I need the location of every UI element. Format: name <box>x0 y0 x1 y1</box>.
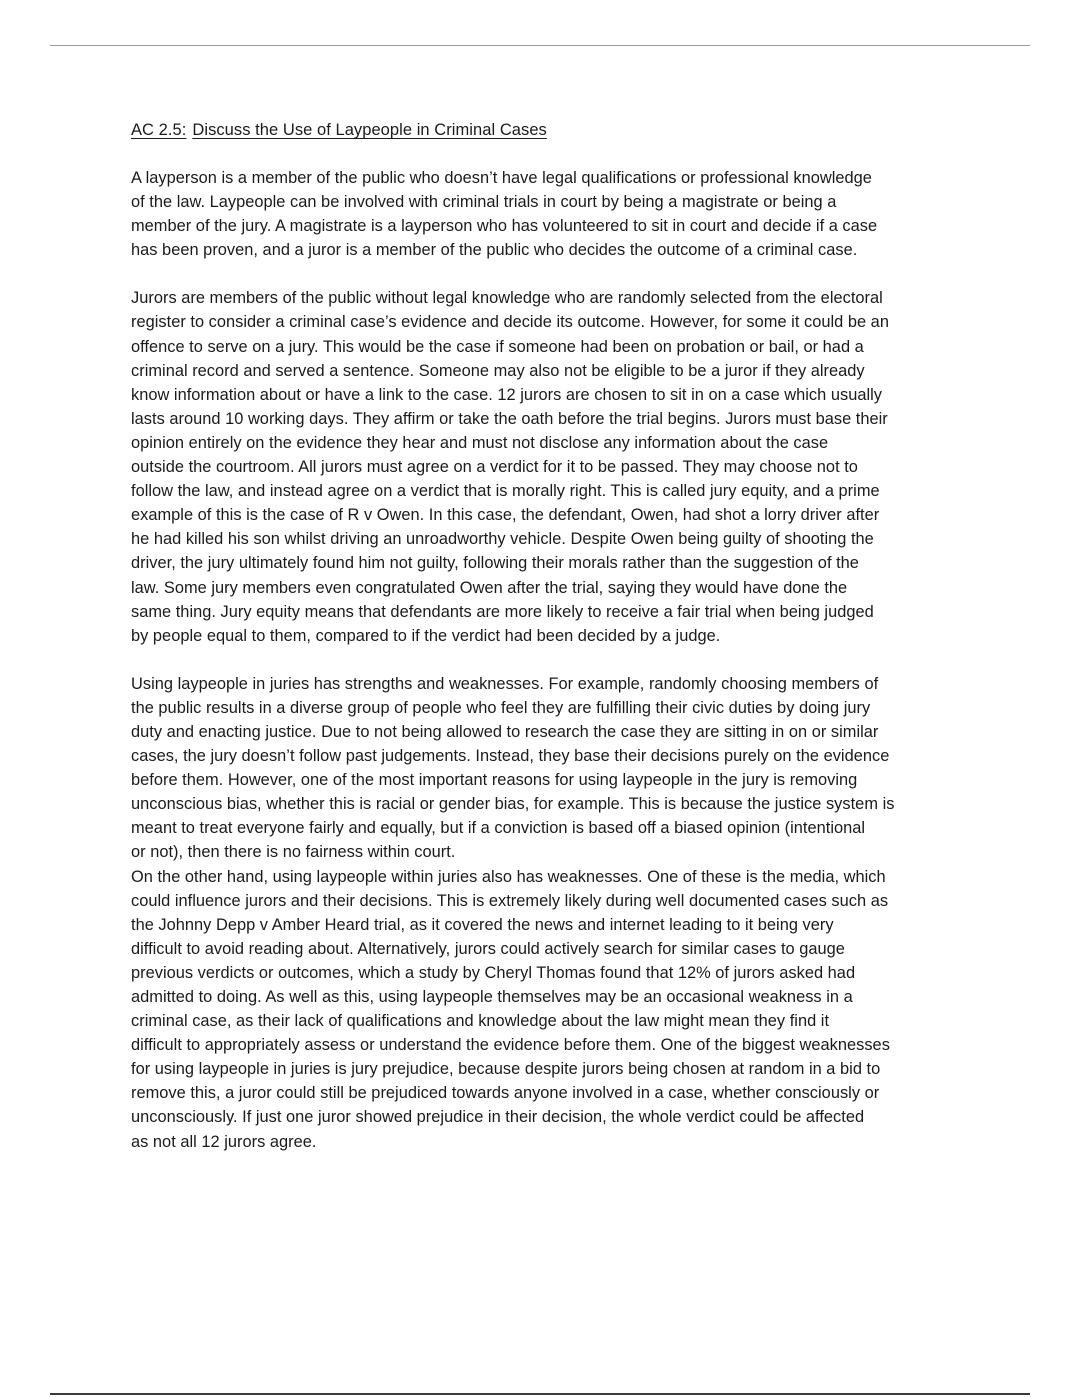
text-line: know information about or have a link to the case. 12 jurors are chosen to sit in on a case which usually <box>131 385 883 404</box>
text-line: criminal record and served a sentence. Someone may also not be eligible to be a juror if they already <box>131 361 865 380</box>
document-body <box>131 118 986 1154</box>
text-line: he had killed his son whilst driving an unroadworthy vehicle. Despite Owen being guilty of shooting the <box>131 530 874 549</box>
text-line: follow the law, and instead agree on a verdict that is morally right. This is called jury equity, and a prime <box>131 482 880 501</box>
text-line: A layperson is a member of the public who doesn’t have legal qualifications or professional knowledge <box>131 169 872 187</box>
text-line: of the law. Laypeople can be involved with criminal trials in court by being a magistrate or being a <box>131 193 837 212</box>
text-line: register to consider a criminal case’s evidence and decide its outcome. However, for some it could be an <box>131 313 889 332</box>
text-line: example of this is the case of R v Owen. In this case, the defendant, Owen, had shot a lorry driver after <box>131 506 880 525</box>
text-line: by people equal to them, compared to if the verdict had been decided by a judge. <box>131 626 721 645</box>
text-line: driver, the jury ultimately found him not guilty, following their morals rather than the suggestion of the <box>131 554 859 573</box>
text-line: admitted to doing. As well as this, using laypeople themselves may be an occasional weakness in a <box>131 988 853 1006</box>
paragraph-definition <box>131 166 986 262</box>
text-line: previous verdicts or outcomes, which a study by Cheryl Thomas found that 12% of jurors asked had <box>131 963 856 982</box>
bottom-divider <box>50 1393 1030 1395</box>
text-line: has been proven, and a juror is a member of the public who decides the outcome of a criminal case. <box>131 241 858 260</box>
top-divider <box>50 45 1030 46</box>
text-line: duty and enacting justice. Due to not being allowed to research the case they are sitting in on or similar <box>131 722 879 741</box>
text-line: Using laypeople in juries has strengths and weaknesses. For example, randomly choosing members of <box>131 674 879 693</box>
text-line: unconscious bias, whether this is racial or gender bias, for example. This is because the justice system is <box>131 795 895 814</box>
text-line: meant to treat everyone fairly and equally, but if a conviction is based off a biased opinion (intentional <box>131 819 866 838</box>
text-line: cases, the jury doesn’t follow past judgements. Instead, they base their decisions purely on the evidence <box>131 747 890 766</box>
paragraph-jurors <box>131 286 986 647</box>
text-line: member of the jury. A magistrate is a layperson who has volunteered to sit in court and decide if a case <box>131 217 878 236</box>
text-line: difficult to appropriately assess or understand the evidence before them. One of the biggest weaknesses <box>131 1036 890 1055</box>
text-line: unconsciously. If just one juror showed prejudice in their decision, the whole verdict could be affected <box>131 1108 865 1127</box>
text-line: as not all 12 jurors agree. <box>131 1132 317 1151</box>
text-line: outside the courtroom. All jurors must agree on a verdict for it to be passed. They may choose not to <box>131 458 858 477</box>
paragraph-weaknesses <box>131 865 986 1154</box>
document-title <box>131 118 986 142</box>
text-line: On the other hand, using laypeople within juries also has weaknesses. One of these is the media, which <box>131 867 886 886</box>
text-line: before them. However, one of the most important reasons for using laypeople in the jury is removing <box>131 771 858 790</box>
text-line: or not), then there is no fairness within court. <box>131 843 456 862</box>
text-line: the Johnny Depp v Amber Heard trial, as it covered the news and internet leading to it being very <box>131 915 834 934</box>
text-line: offence to serve on a jury. This would be the case if someone had been on probation or bail, or had a <box>131 337 864 356</box>
title-text: Discuss the Use of Laypeople in Criminal Cases <box>192 121 547 139</box>
text-line: difficult to avoid reading about. Alternatively, jurors could actively search for similar cases to gauge <box>131 939 845 958</box>
text-line: same thing. Jury equity means that defendants are more likely to receive a fair trial when being judged <box>131 602 874 621</box>
text-line: opinion entirely on the evidence they hear and must not disclose any information about the case <box>131 433 829 452</box>
text-line: the public results in a diverse group of people who feel they are fulfilling their civic duties by doing jury <box>131 698 871 717</box>
text-line: lasts around 10 working days. They affirm or take the oath before the trial begins. Jurors must base their <box>131 409 888 428</box>
paragraph-strengths <box>131 672 986 865</box>
title-label: AC 2.5: <box>131 121 187 139</box>
text-line: law. Some jury members even congratulated Owen after the trial, saying they would have done the <box>131 578 848 597</box>
text-line: could influence jurors and their decisions. This is extremely likely during well documented cases such as <box>131 891 889 910</box>
text-line: remove this, a juror could still be prejudiced towards anyone involved in a case, whether consciously or <box>131 1084 880 1103</box>
text-line: criminal case, as their lack of qualifications and knowledge about the law might mean they find it <box>131 1012 830 1031</box>
text-line: Jurors are members of the public without legal knowledge who are randomly selected from the electoral <box>131 289 883 308</box>
text-line: for using laypeople in juries is jury prejudice, because despite jurors being chosen at random in a bid to <box>131 1060 881 1079</box>
